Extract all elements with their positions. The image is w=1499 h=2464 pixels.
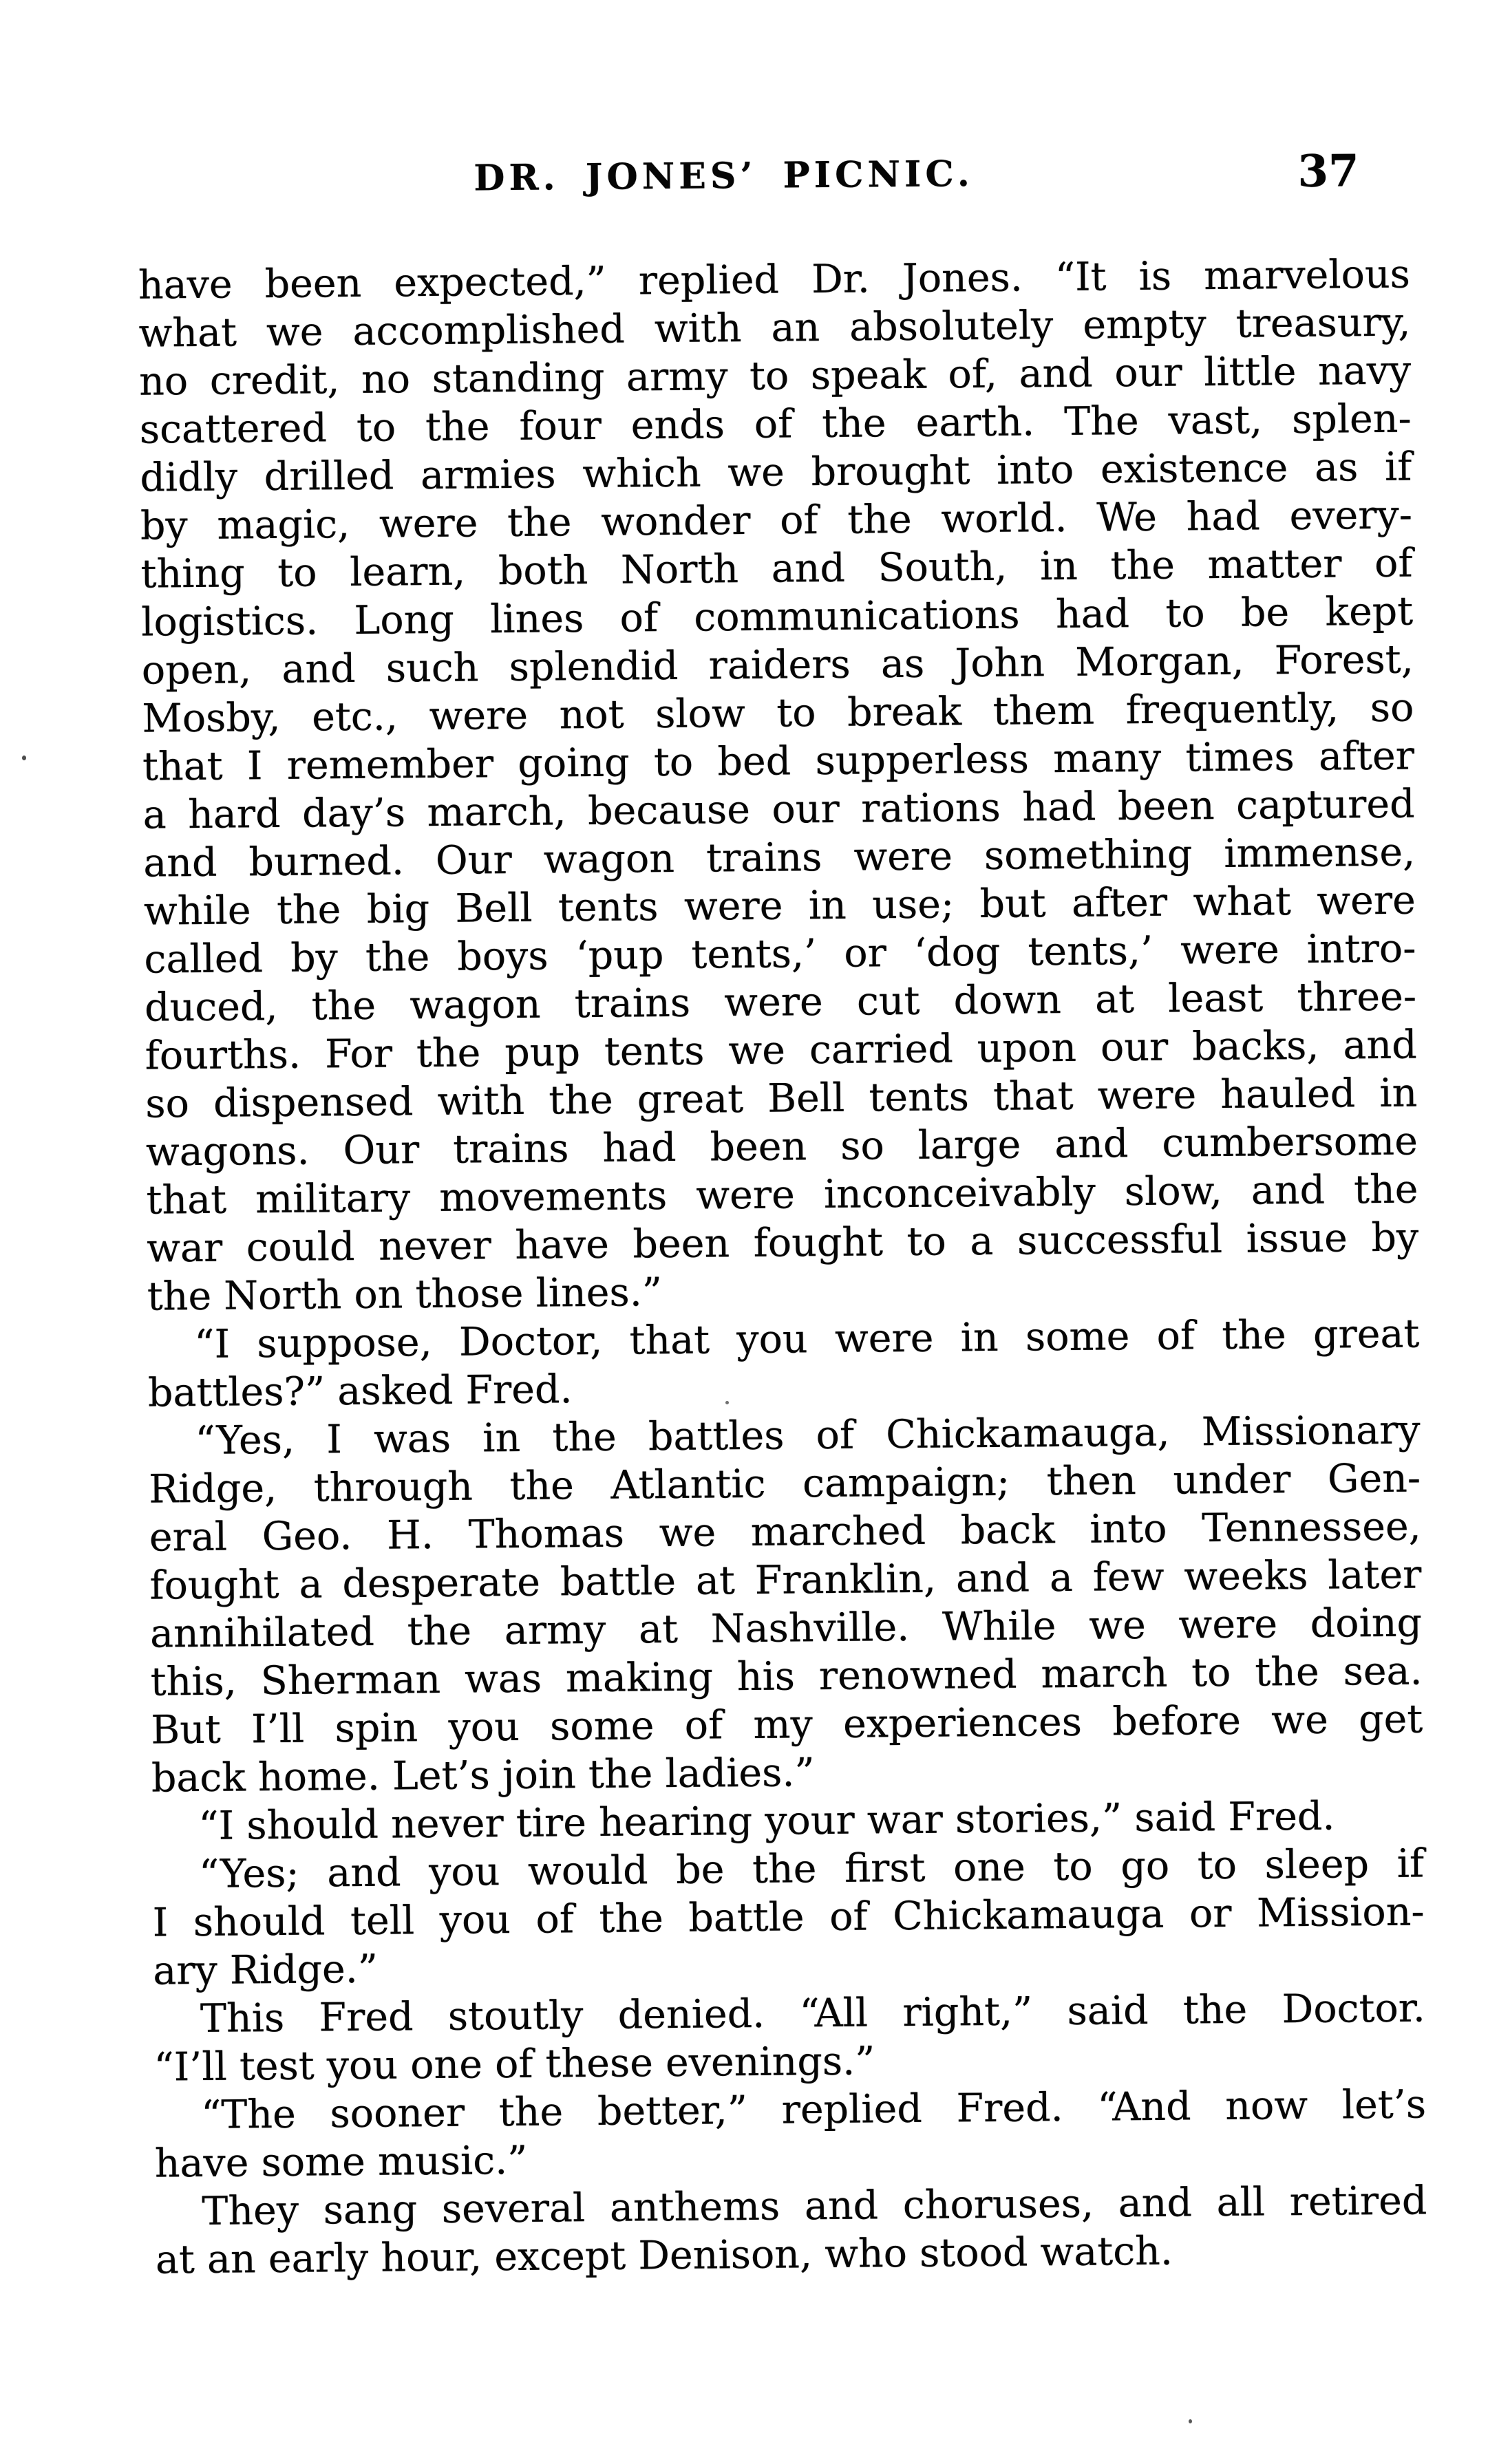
paragraph <box>152 1839 1425 1995</box>
text-line: wagons. Our trains had been so large and cumbersome <box>145 1118 1418 1175</box>
text-line: “I’ll test you one of these evenings.” <box>153 2038 875 2090</box>
text-line: called by the boys ‘pup tents,’ or ‘dog tents,’ were intro- <box>144 925 1416 983</box>
paragraph <box>154 2080 1427 2187</box>
text-line: scattered to the four ends of the earth. The vast, splen- <box>139 396 1412 453</box>
text-line: Mosby, etc., were not slow to break them frequently, so <box>142 685 1414 742</box>
scan-speck <box>22 756 26 760</box>
text-line: at an early hour, except Denison, who stood watch. <box>155 2228 1173 2283</box>
text-line: what we accomplished with an absolutely empty treasury, <box>138 299 1411 356</box>
text-line: have some music.” <box>154 2137 528 2187</box>
text-line: a hard day’s march, because our rations had been captured <box>142 781 1415 838</box>
text-line: thing to learn, both North and South, in the matter of <box>140 540 1413 597</box>
text-line: duced, the wagon trains were cut down at least three- <box>144 974 1417 1031</box>
text-line: have been expected,” replied Dr. Jones. “It is marvelous <box>138 251 1411 308</box>
text-line: so dispensed with the great Bell tents that were hauled in <box>145 1070 1418 1127</box>
text-line: war could never have been fought to a successful issue by <box>146 1214 1419 1272</box>
scan-speck <box>725 1401 729 1404</box>
text-line: open, and such splendid raiders as John Morgan, Forest, <box>141 636 1414 694</box>
text-line: I should tell you of the battle of Chickamauga or Mission- <box>152 1889 1425 1946</box>
text-line: and burned. Our wagon trains were something immense, <box>143 829 1416 886</box>
text-line: fought a desperate battle at Franklin, and a few weeks later <box>149 1552 1422 1609</box>
text-line: “Yes; and you would be the first one to go to sleep if <box>198 1841 1425 1898</box>
paragraph <box>148 1406 1423 1803</box>
text-line: ary Ridge.” <box>153 1946 379 1994</box>
text-line: that military movements were inconceivably slow, and the <box>146 1166 1418 1223</box>
text-line: didly drilled armies which we brought into existence as if <box>140 444 1412 501</box>
text-line: this, Sherman was making his renowned march to the sea. <box>150 1648 1423 1705</box>
text-line: “I should never tire hearing your war stories,” said Fred. <box>198 1793 1335 1850</box>
text-line: “Yes, I was in the battles of Chickamauga, Missionary <box>195 1407 1421 1464</box>
text-line: eral Geo. H. Thomas we marched back into Tennessee, <box>149 1503 1422 1561</box>
text-line: annihilated the army at Nashville. While we were doing <box>149 1600 1423 1657</box>
text-line: by magic, were the wonder of the world. We had every- <box>140 492 1413 549</box>
text-line: while the big Bell tents were in use; but after what were <box>143 877 1416 934</box>
paragraph <box>138 250 1419 1321</box>
running-title: DR. JONES’ PICNIC. <box>474 153 975 200</box>
text-line: They sang several anthems and choruses, and all retired <box>202 2178 1427 2234</box>
text-line: back home. Let’s join the ladies.” <box>151 1750 815 1801</box>
paragraph <box>147 1310 1420 1417</box>
paragraph <box>155 2176 1427 2284</box>
text-line: no credit, no standing army to speak of, and our little navy <box>138 347 1412 405</box>
page-number: 37 <box>1297 145 1359 197</box>
text-line: Ridge, through the Atlantic campaign; then under Gen- <box>148 1455 1421 1512</box>
scan-speck <box>1189 2419 1192 2423</box>
page-body <box>138 250 1428 2284</box>
text-line: “The sooner the better,” replied Fred. “And now let’s <box>200 2081 1427 2139</box>
paragraph <box>153 1984 1426 2091</box>
text-line: battles?” asked Fred. <box>147 1367 573 1416</box>
text-line: “I suppose, Doctor, that you were in some of the great <box>194 1311 1420 1368</box>
text-line: that I remember going to bed supperless many times after <box>142 733 1415 790</box>
running-head <box>0 145 1490 217</box>
text-line: But I’ll spin you some of my experiences before we get <box>150 1696 1423 1753</box>
text-line: fourths. For the pup tents we carried upon our backs, and <box>145 1022 1417 1079</box>
text-line: the North on those lines.” <box>147 1270 663 1320</box>
text-line: logistics. Long lines of communications had to be kept <box>140 588 1414 645</box>
text-line: This Fred stoutly denied. “All right,” said the Doctor. <box>200 1985 1426 2042</box>
